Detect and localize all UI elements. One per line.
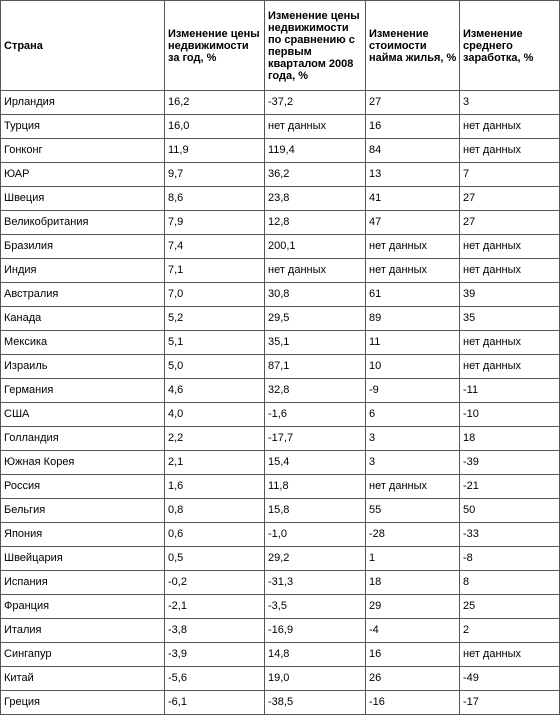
cell-country: Россия — [1, 475, 165, 499]
table-row — [1, 475, 560, 499]
cell-rent-change: 27 — [366, 91, 460, 115]
cell-salary-change: -8 — [460, 547, 560, 571]
header-price-change-year: Изменение цены недвижимости за год, % — [165, 1, 265, 91]
cell-rent-change: 29 — [366, 595, 460, 619]
cell-price-change-year: 16,0 — [165, 115, 265, 139]
cell-price-change-year: 7,9 — [165, 211, 265, 235]
cell-country: Мексика — [1, 331, 165, 355]
cell-rent-change: -16 — [366, 691, 460, 715]
cell-price-change-year: 2,2 — [165, 427, 265, 451]
cell-price-change-2008: -31,3 — [265, 571, 366, 595]
cell-salary-change: -21 — [460, 475, 560, 499]
cell-price-change-year: 0,6 — [165, 523, 265, 547]
cell-salary-change: 27 — [460, 211, 560, 235]
cell-price-change-2008: -1,0 — [265, 523, 366, 547]
cell-price-change-2008: -17,7 — [265, 427, 366, 451]
cell-price-change-2008: 119,4 — [265, 139, 366, 163]
cell-price-change-year: 5,0 — [165, 355, 265, 379]
header-price-change-2008: Изменение цены недвижимости по сравнению с первым кварталом 2008 года, % — [265, 1, 366, 91]
cell-price-change-year: 0,5 — [165, 547, 265, 571]
table-row — [1, 403, 560, 427]
cell-price-change-2008: 32,8 — [265, 379, 366, 403]
cell-price-change-2008: 36,2 — [265, 163, 366, 187]
cell-salary-change: нет данных — [460, 115, 560, 139]
cell-price-change-year: 0,8 — [165, 499, 265, 523]
cell-country: Турция — [1, 115, 165, 139]
cell-price-change-2008: -37,2 — [265, 91, 366, 115]
table-row — [1, 643, 560, 667]
cell-country: ЮАР — [1, 163, 165, 187]
cell-price-change-2008: -1,6 — [265, 403, 366, 427]
cell-price-change-2008: 15,4 — [265, 451, 366, 475]
cell-salary-change: 50 — [460, 499, 560, 523]
cell-price-change-year: 7,0 — [165, 283, 265, 307]
cell-country: Великобритания — [1, 211, 165, 235]
cell-rent-change: 61 — [366, 283, 460, 307]
header-rent-change: Изменение стоимости найма жилья, % — [366, 1, 460, 91]
cell-price-change-year: 2,1 — [165, 451, 265, 475]
cell-price-change-2008: 30,8 — [265, 283, 366, 307]
cell-price-change-2008: -16,9 — [265, 619, 366, 643]
cell-country: Ирландия — [1, 91, 165, 115]
cell-salary-change: нет данных — [460, 643, 560, 667]
cell-price-change-2008: 23,8 — [265, 187, 366, 211]
cell-salary-change: -10 — [460, 403, 560, 427]
cell-salary-change: -33 — [460, 523, 560, 547]
cell-country: Голландия — [1, 427, 165, 451]
cell-salary-change: 7 — [460, 163, 560, 187]
cell-salary-change: 27 — [460, 187, 560, 211]
cell-rent-change: 84 — [366, 139, 460, 163]
cell-country: Испания — [1, 571, 165, 595]
cell-price-change-year: -5,6 — [165, 667, 265, 691]
cell-price-change-2008: 35,1 — [265, 331, 366, 355]
cell-salary-change: 35 — [460, 307, 560, 331]
cell-country: Бельгия — [1, 499, 165, 523]
cell-country: США — [1, 403, 165, 427]
cell-rent-change: 10 — [366, 355, 460, 379]
cell-price-change-2008: 11,8 — [265, 475, 366, 499]
cell-rent-change: нет данных — [366, 475, 460, 499]
cell-price-change-year: -3,8 — [165, 619, 265, 643]
table-row — [1, 187, 560, 211]
cell-rent-change: 16 — [366, 643, 460, 667]
cell-salary-change: 39 — [460, 283, 560, 307]
table-row — [1, 547, 560, 571]
table-row — [1, 619, 560, 643]
cell-salary-change: нет данных — [460, 355, 560, 379]
cell-rent-change: 18 — [366, 571, 460, 595]
cell-rent-change: 47 — [366, 211, 460, 235]
cell-price-change-year: -0,2 — [165, 571, 265, 595]
cell-price-change-year: 7,4 — [165, 235, 265, 259]
cell-price-change-year: 5,2 — [165, 307, 265, 331]
cell-rent-change: 1 — [366, 547, 460, 571]
cell-price-change-2008: -3,5 — [265, 595, 366, 619]
cell-rent-change: 6 — [366, 403, 460, 427]
header-country: Страна — [1, 1, 165, 91]
cell-country: Канада — [1, 307, 165, 331]
cell-country: Швейцария — [1, 547, 165, 571]
cell-salary-change: 8 — [460, 571, 560, 595]
cell-price-change-2008: 12,8 — [265, 211, 366, 235]
cell-salary-change: нет данных — [460, 139, 560, 163]
table-row — [1, 259, 560, 283]
cell-country: Гонконг — [1, 139, 165, 163]
cell-country: Израиль — [1, 355, 165, 379]
cell-price-change-year: 9,7 — [165, 163, 265, 187]
table-row — [1, 451, 560, 475]
table-row — [1, 163, 560, 187]
table-row — [1, 307, 560, 331]
table-row — [1, 355, 560, 379]
table-row — [1, 499, 560, 523]
cell-price-change-2008: 200,1 — [265, 235, 366, 259]
cell-salary-change: нет данных — [460, 331, 560, 355]
cell-price-change-year: -2,1 — [165, 595, 265, 619]
table-row — [1, 139, 560, 163]
cell-price-change-year: 4,6 — [165, 379, 265, 403]
cell-salary-change: нет данных — [460, 259, 560, 283]
cell-price-change-year: 16,2 — [165, 91, 265, 115]
cell-price-change-2008: нет данных — [265, 259, 366, 283]
cell-rent-change: -28 — [366, 523, 460, 547]
table-row — [1, 427, 560, 451]
cell-salary-change: -17 — [460, 691, 560, 715]
cell-rent-change: -4 — [366, 619, 460, 643]
cell-price-change-year: 1,6 — [165, 475, 265, 499]
cell-rent-change: 3 — [366, 451, 460, 475]
cell-country: Бразилия — [1, 235, 165, 259]
cell-country: Япония — [1, 523, 165, 547]
cell-country: Китай — [1, 667, 165, 691]
header-row — [1, 1, 560, 91]
cell-rent-change: нет данных — [366, 235, 460, 259]
cell-country: Греция — [1, 691, 165, 715]
cell-salary-change: нет данных — [460, 235, 560, 259]
cell-price-change-year: 7,1 — [165, 259, 265, 283]
cell-rent-change: 26 — [366, 667, 460, 691]
cell-country: Швеция — [1, 187, 165, 211]
cell-price-change-year: -3,9 — [165, 643, 265, 667]
table-row — [1, 235, 560, 259]
cell-country: Франция — [1, 595, 165, 619]
cell-price-change-year: -6,1 — [165, 691, 265, 715]
table-row — [1, 211, 560, 235]
cell-price-change-2008: 29,2 — [265, 547, 366, 571]
cell-price-change-2008: 87,1 — [265, 355, 366, 379]
cell-salary-change: -49 — [460, 667, 560, 691]
cell-rent-change: 16 — [366, 115, 460, 139]
cell-rent-change: 3 — [366, 427, 460, 451]
cell-rent-change: нет данных — [366, 259, 460, 283]
table-row — [1, 523, 560, 547]
cell-price-change-2008: 14,8 — [265, 643, 366, 667]
cell-price-change-year: 4,0 — [165, 403, 265, 427]
cell-rent-change: 13 — [366, 163, 460, 187]
cell-country: Сингапур — [1, 643, 165, 667]
table-row — [1, 571, 560, 595]
cell-rent-change: 89 — [366, 307, 460, 331]
cell-country: Австралия — [1, 283, 165, 307]
cell-salary-change: 25 — [460, 595, 560, 619]
table-row — [1, 115, 560, 139]
cell-country: Индия — [1, 259, 165, 283]
cell-price-change-2008: 29,5 — [265, 307, 366, 331]
table-row — [1, 379, 560, 403]
header-salary-change: Изменение среднего заработка, % — [460, 1, 560, 91]
cell-rent-change: 55 — [366, 499, 460, 523]
cell-country: Южная Корея — [1, 451, 165, 475]
cell-price-change-2008: 15,8 — [265, 499, 366, 523]
cell-price-change-year: 5,1 — [165, 331, 265, 355]
table-row — [1, 331, 560, 355]
cell-price-change-2008: нет данных — [265, 115, 366, 139]
table-row — [1, 667, 560, 691]
cell-rent-change: 11 — [366, 331, 460, 355]
cell-country: Германия — [1, 379, 165, 403]
table-row — [1, 283, 560, 307]
cell-rent-change: 41 — [366, 187, 460, 211]
table-row — [1, 595, 560, 619]
cell-price-change-year: 8,6 — [165, 187, 265, 211]
cell-country: Италия — [1, 619, 165, 643]
cell-salary-change: 18 — [460, 427, 560, 451]
cell-salary-change: -39 — [460, 451, 560, 475]
cell-price-change-year: 11,9 — [165, 139, 265, 163]
cell-salary-change: -11 — [460, 379, 560, 403]
cell-rent-change: -9 — [366, 379, 460, 403]
cell-salary-change: 2 — [460, 619, 560, 643]
cell-price-change-2008: 19,0 — [265, 667, 366, 691]
table-row — [1, 91, 560, 115]
cell-salary-change: 3 — [460, 91, 560, 115]
cell-price-change-2008: -38,5 — [265, 691, 366, 715]
table-row — [1, 691, 560, 715]
